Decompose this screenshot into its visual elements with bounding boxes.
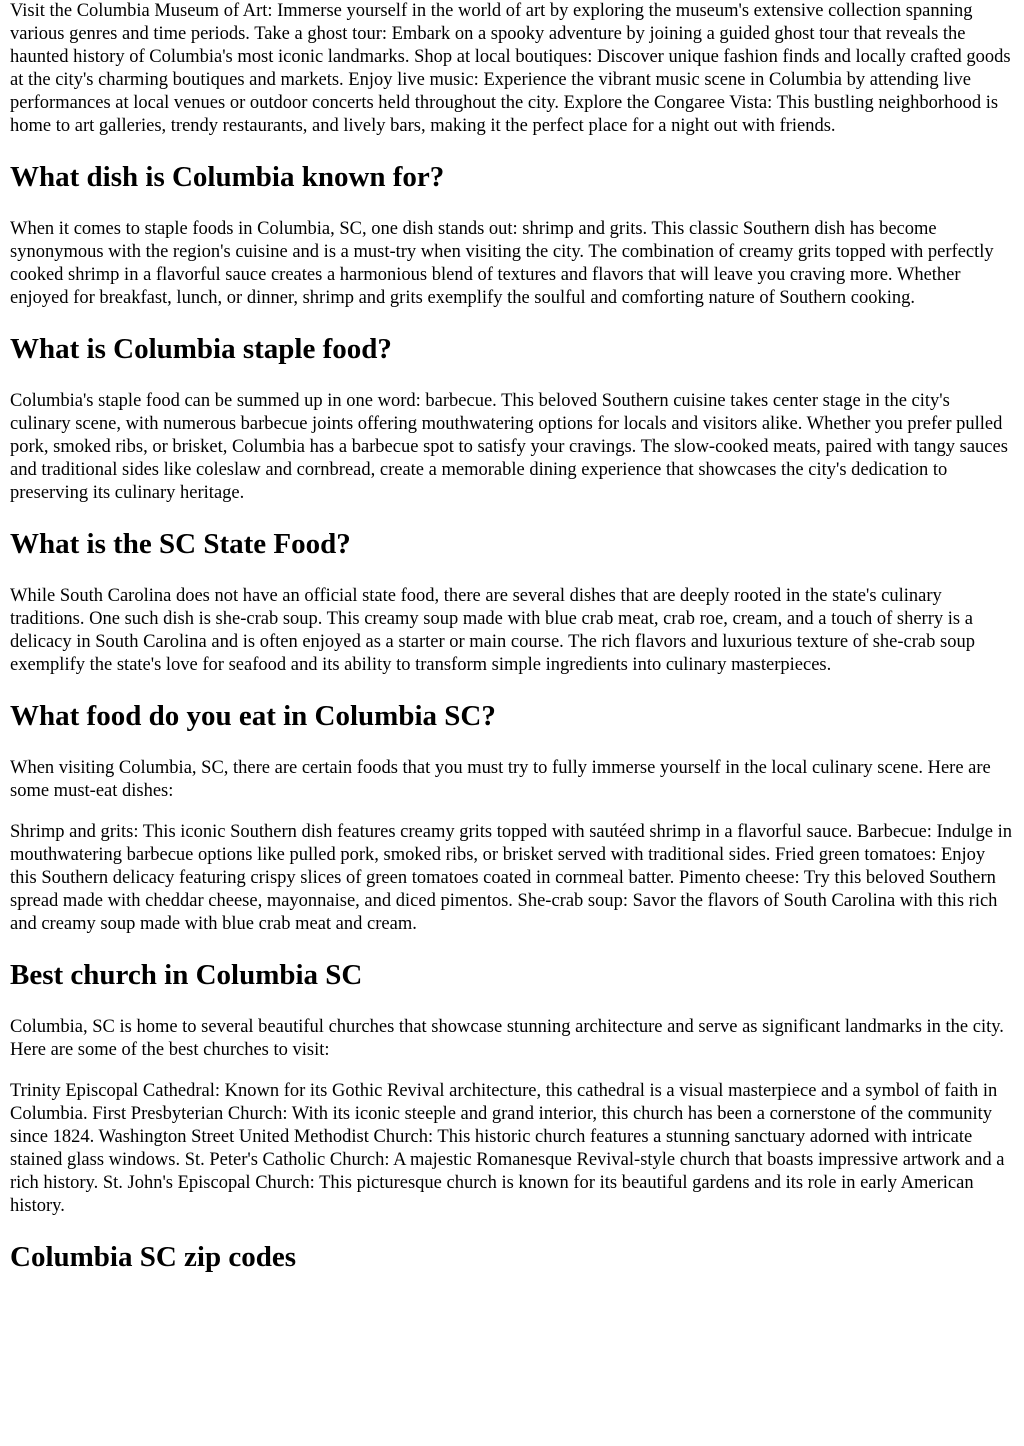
paragraph-food-to-eat-intro: When visiting Columbia, SC, there are certain foods that you must try to fully immerse yourself in the local culinary scene. Here are some must-eat dishes: — [10, 758, 991, 801]
paragraph-staple-food: Columbia's staple food can be summed up in one word: barbecue. This beloved Southern cuisine takes center stage in the city's culinary scene, with numerous barbecue joints offering mouthwatering options for locals and visitors alike. Whether you prefer pulled pork, smoked ribs, or brisket, Columbia has a barbecue spot to satisfy your cravings. The slow-cooked meats, paired with tangy sauces and traditional sides like coleslaw and cornbread, create a memorable dining experience that showcases the city's dedication to preserving its culinary heritage. — [10, 391, 1008, 503]
heading-best-church: Best church in Columbia SC — [10, 959, 363, 991]
heading-columbia-dish: What dish is Columbia known for? — [10, 161, 445, 193]
heading-state-food: What is the SC State Food? — [10, 528, 351, 560]
heading-staple-food: What is Columbia staple food? — [10, 333, 392, 365]
paragraph-state-food: While South Carolina does not have an official state food, there are several dishes that are deeply rooted in the state's culinary traditions. One such dish is she-crab soup. This creamy soup made with blue crab meat, crab roe, cream, and a touch of sherry is a delicacy in South Carolina and is often enjoyed as a starter or main course. The rich flavors and luxurious texture of she-crab soup exemplify the state's love for seafood and its ability to transform simple ingredients into culinary masterpieces. — [10, 586, 975, 675]
paragraph-best-church-intro: Columbia, SC is home to several beautiful churches that showcase stunning architecture and serve as significant landmarks in the city. Here are some of the best churches to visit: — [10, 1017, 1004, 1060]
intro-paragraph: Visit the Columbia Museum of Art: Immerse yourself in the world of art by exploring the museum's extensive collection spanning various genres and time periods. Take a ghost tour: Embark on a spooky adventure by joining a guided ghost tour that reveals the haunted history of Columbia's most iconic landmarks. Shop at local boutiques: Discover unique fashion finds and locally crafted goods at the city's charming boutiques and markets. Enjoy live music: Experience the vibrant music scene in Columbia by attending live performances at local venues or outdoor concerts held throughout the city. Explore the Congaree Vista: This bustling neighborhood is home to art galleries, trendy restaurants, and lively bars, making it the perfect place for a night out with friends. — [10, 1, 1011, 136]
heading-zip-codes: Columbia SC zip codes — [10, 1241, 297, 1273]
paragraph-food-to-eat-list: Shrimp and grits: This iconic Southern dish features creamy grits topped with sautéed shrimp in a flavorful sauce. Barbecue: Indulge in mouthwatering barbecue options like pulled pork, smoked ribs, or brisket served with traditional sides. Fried green tomatoes: Enjoy this Southern delicacy featuring crispy slices of green tomatoes coated in cornmeal batter. Pimento cheese: Try this beloved Southern spread made with cheddar cheese, mayonnaise, and diced pimentos. She-crab soup: Savor the flavors of South Carolina with this rich and creamy soup made with blue crab meat and cream. — [10, 822, 1013, 934]
paragraph-columbia-dish: When it comes to staple foods in Columbia, SC, one dish stands out: shrimp and grits. This classic Southern dish has become synonymous with the region's cuisine and is a must-try when visiting the city. The combination of creamy grits topped with perfectly cooked shrimp in a flavorful sauce creates a harmonious blend of textures and flavors that will leave you craving more. Whether enjoyed for breakfast, lunch, or dinner, shrimp and grits exemplify the soulful and comforting nature of Southern cooking. — [10, 219, 994, 308]
heading-food-to-eat: What food do you eat in Columbia SC? — [10, 700, 496, 732]
paragraph-best-church-list: Trinity Episcopal Cathedral: Known for its Gothic Revival architecture, this cathedral is a visual masterpiece and a symbol of faith in Columbia. First Presbyterian Church: With its iconic steeple and grand interior, this church has been a cornerstone of the community since 1824. Washington Street United Methodist Church: This historic church features a stunning sanctuary adorned with intricate stained glass windows. St. Peter's Catholic Church: A majestic Romanesque Revival-style church that boasts impressive artwork and a rich history. St. John's Episcopal Church: This picturesque church is known for its beautiful gardens and its role in early American history. — [10, 1081, 1005, 1216]
